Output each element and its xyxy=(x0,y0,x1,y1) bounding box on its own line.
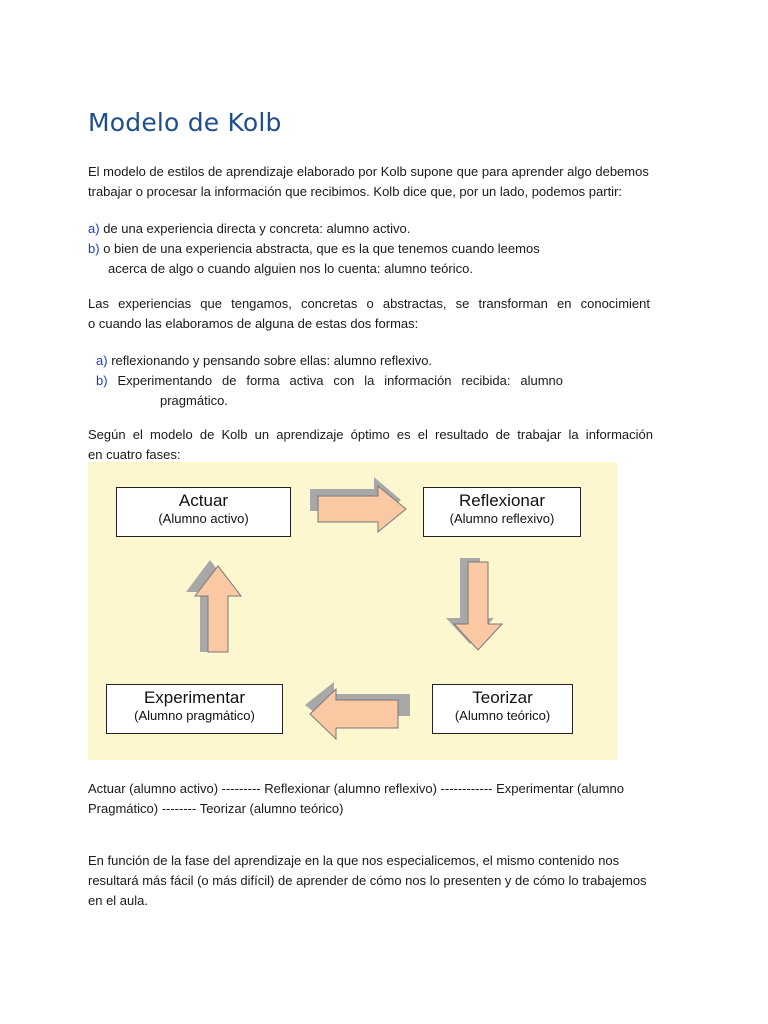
page-title: Modelo de Kolb xyxy=(88,108,282,137)
arrow-left-icon xyxy=(305,682,410,739)
phases-line-2: en cuatro fases: xyxy=(88,447,181,462)
list-item-text: Experimentando de forma activa con la información recibida: alumno xyxy=(117,373,563,388)
list-item xyxy=(88,219,688,239)
phase-name: Reflexionar xyxy=(459,491,545,510)
list-item-continuation: acerca de algo o cuando alguien nos lo cuenta: alumno teórico. xyxy=(108,261,473,276)
intro-paragraph xyxy=(88,162,688,202)
list-marker: a) xyxy=(96,353,108,368)
list-item-text: o bien de una experiencia abstracta, que es la que tenemos cuando leemos xyxy=(103,241,540,256)
list-item xyxy=(88,239,688,259)
list-marker: b) xyxy=(96,373,108,388)
phase-box-experimentar xyxy=(106,684,283,734)
list-marker: b) xyxy=(88,241,100,256)
closing-line-2: resultará más fácil (o más difícil) de aprender de cómo nos lo presenten y de cómo lo trabajemos xyxy=(88,873,647,888)
transform-line-2: o cuando las elaboramos de alguna de estas dos formas: xyxy=(88,316,419,331)
list-marker: a) xyxy=(88,221,100,236)
arrow-right-icon xyxy=(310,477,406,532)
closing-line-3: en el aula. xyxy=(88,893,148,908)
list-item xyxy=(96,371,563,391)
phase-role: (Alumno pragmático) xyxy=(134,708,255,723)
phases-line-1: Según el modelo de Kolb un aprendizaje óptimo es el resultado de trabajar la información xyxy=(88,427,653,442)
list-item-text: reflexionando y pensando sobre ellas: alumno reflexivo. xyxy=(111,353,433,368)
phase-box-reflexionar xyxy=(423,487,581,537)
closing-line-1: En función de la fase del aprendizaje en la que nos especialicemos, el mismo contenido nos xyxy=(88,853,620,868)
phase-name: Experimentar xyxy=(143,688,246,707)
list-item xyxy=(96,351,563,371)
summary-paragraph xyxy=(88,779,688,819)
summary-line-1: Actuar (alumno activo) --------- Reflexionar (alumno reflexivo) ------------ Experimentar (alumno xyxy=(88,781,624,796)
phase-name: Teorizar xyxy=(472,688,533,707)
list-item-text: de una experiencia directa y concreta: alumno activo. xyxy=(103,221,411,236)
transform-line-1: Las experiencias que tengamos, concretas o abstractas, se transforman en conocimient xyxy=(88,296,650,311)
phase-role: (Alumno reflexivo) xyxy=(449,511,555,526)
intro-line-2: trabajar o procesar la información que recibimos. Kolb dice que, por un lado, podemos partir: xyxy=(88,184,623,199)
phase-name: Actuar xyxy=(178,491,229,510)
phase-role: (Alumno teórico) xyxy=(454,708,551,723)
list-forms xyxy=(96,351,563,411)
list-item-continuation: pragmático. xyxy=(160,393,228,408)
list-experience xyxy=(88,219,688,279)
transform-paragraph xyxy=(88,294,650,334)
closing-paragraph xyxy=(88,851,688,911)
phases-paragraph xyxy=(88,425,653,465)
phase-role: (Alumno activo) xyxy=(158,511,249,526)
intro-line-1: El modelo de estilos de aprendizaje elaborado por Kolb supone que para aprender algo debemos xyxy=(88,164,649,179)
summary-line-2: Pragmático) -------- Teorizar (alumno teórico) xyxy=(88,801,344,816)
arrow-up-icon xyxy=(186,560,241,652)
phase-box-actuar xyxy=(116,487,291,537)
arrow-down-icon xyxy=(446,558,502,650)
kolb-cycle-diagram xyxy=(88,462,617,760)
phase-box-teorizar xyxy=(432,684,573,734)
